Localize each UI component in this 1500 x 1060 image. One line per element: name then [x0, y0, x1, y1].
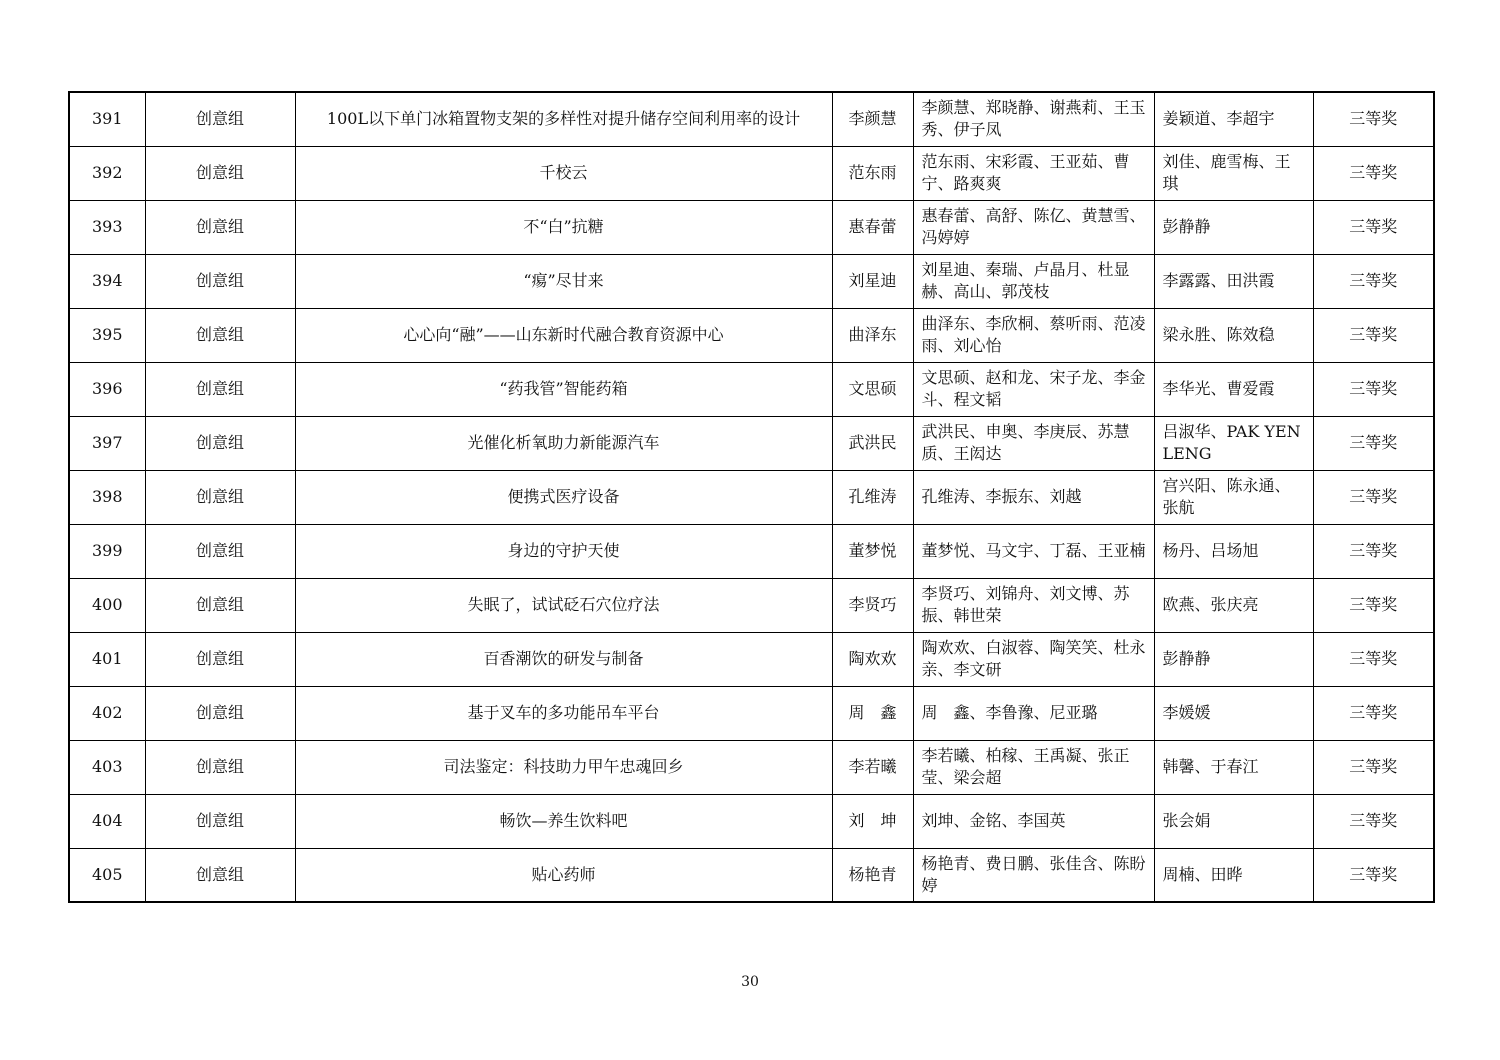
table-row — [69, 254, 1434, 308]
cell-members: 周 鑫、李鲁豫、尼亚璐 — [913, 686, 1154, 740]
cell-project-title: 畅饮—养生饮料吧 — [295, 794, 832, 848]
table-row — [69, 416, 1434, 470]
cell-group: 创意组 — [145, 632, 295, 686]
cell-award: 三等奖 — [1313, 146, 1434, 200]
cell-advisors: 周楠、田晔 — [1154, 848, 1313, 902]
cell-award: 三等奖 — [1313, 686, 1434, 740]
cell-project-title: “药我管”智能药箱 — [295, 362, 832, 416]
cell-group: 创意组 — [145, 362, 295, 416]
cell-leader: 董梦悦 — [832, 524, 913, 578]
cell-number: 401 — [69, 632, 145, 686]
cell-group: 创意组 — [145, 794, 295, 848]
cell-leader: 孔维涛 — [832, 470, 913, 524]
cell-number: 396 — [69, 362, 145, 416]
table-row — [69, 848, 1434, 902]
awards-table-body — [69, 92, 1434, 902]
cell-leader: 文思硕 — [832, 362, 913, 416]
cell-members: 陶欢欢、白淑蓉、陶笑笑、杜永亲、李文研 — [913, 632, 1154, 686]
cell-project-title: 不“白”抗糖 — [295, 200, 832, 254]
cell-project-title: 百香潮饮的研发与制备 — [295, 632, 832, 686]
cell-number: 391 — [69, 92, 145, 146]
cell-project-title: 司法鉴定：科技助力甲午忠魂回乡 — [295, 740, 832, 794]
cell-members: 李颜慧、郑晓静、谢燕莉、王玉秀、伊子凤 — [913, 92, 1154, 146]
cell-leader: 刘 坤 — [832, 794, 913, 848]
cell-group: 创意组 — [145, 308, 295, 362]
cell-project-title: 失眠了，试试砭石穴位疗法 — [295, 578, 832, 632]
cell-number: 404 — [69, 794, 145, 848]
cell-project-title: 100L以下单门冰箱置物支架的多样性对提升储存空间利用率的设计 — [295, 92, 832, 146]
cell-project-title: 基于叉车的多功能吊车平台 — [295, 686, 832, 740]
cell-award: 三等奖 — [1313, 470, 1434, 524]
table-row — [69, 362, 1434, 416]
table-row — [69, 308, 1434, 362]
cell-advisors: 梁永胜、陈效稳 — [1154, 308, 1313, 362]
cell-advisors: 欧燕、张庆亮 — [1154, 578, 1313, 632]
cell-group: 创意组 — [145, 416, 295, 470]
cell-group: 创意组 — [145, 578, 295, 632]
cell-advisors: 李华光、曹爱霞 — [1154, 362, 1313, 416]
cell-advisors: 宫兴阳、陈永通、张航 — [1154, 470, 1313, 524]
table-row — [69, 524, 1434, 578]
cell-advisors: 张会娟 — [1154, 794, 1313, 848]
cell-award: 三等奖 — [1313, 308, 1434, 362]
cell-number: 393 — [69, 200, 145, 254]
cell-award: 三等奖 — [1313, 848, 1434, 902]
cell-members: 惠春蕾、高舒、陈亿、黄慧雪、冯婷婷 — [913, 200, 1154, 254]
cell-award: 三等奖 — [1313, 632, 1434, 686]
table-row — [69, 92, 1434, 146]
cell-leader: 武洪民 — [832, 416, 913, 470]
cell-members: 杨艳青、费日鹏、张佳含、陈盼婷 — [913, 848, 1154, 902]
table-row — [69, 740, 1434, 794]
cell-members: 孔维涛、李振东、刘越 — [913, 470, 1154, 524]
cell-group: 创意组 — [145, 524, 295, 578]
cell-award: 三等奖 — [1313, 794, 1434, 848]
cell-leader: 曲泽东 — [832, 308, 913, 362]
cell-number: 395 — [69, 308, 145, 362]
table-row — [69, 578, 1434, 632]
cell-leader: 周 鑫 — [832, 686, 913, 740]
cell-group: 创意组 — [145, 470, 295, 524]
awards-table — [68, 91, 1435, 903]
cell-project-title: “痬”尽甘来 — [295, 254, 832, 308]
cell-members: 曲泽东、李欣桐、蔡听雨、范凌雨、刘心怡 — [913, 308, 1154, 362]
cell-group: 创意组 — [145, 848, 295, 902]
table-row — [69, 686, 1434, 740]
cell-number: 394 — [69, 254, 145, 308]
cell-advisors: 韩馨、于春江 — [1154, 740, 1313, 794]
cell-number: 392 — [69, 146, 145, 200]
cell-award: 三等奖 — [1313, 92, 1434, 146]
cell-advisors: 吕淑华、PAK YEN LENG — [1154, 416, 1313, 470]
cell-members: 范东雨、宋彩霞、王亚茹、曹宁、路爽爽 — [913, 146, 1154, 200]
cell-project-title: 便携式医疗设备 — [295, 470, 832, 524]
cell-project-title: 贴心药师 — [295, 848, 832, 902]
cell-leader: 惠春蕾 — [832, 200, 913, 254]
cell-group: 创意组 — [145, 92, 295, 146]
cell-group: 创意组 — [145, 686, 295, 740]
cell-leader: 李若曦 — [832, 740, 913, 794]
cell-members: 文思硕、赵和龙、宋子龙、李金斗、程文韬 — [913, 362, 1154, 416]
cell-number: 397 — [69, 416, 145, 470]
cell-leader: 李贤巧 — [832, 578, 913, 632]
cell-award: 三等奖 — [1313, 578, 1434, 632]
cell-number: 400 — [69, 578, 145, 632]
cell-award: 三等奖 — [1313, 416, 1434, 470]
cell-members: 刘坤、金铭、李国英 — [913, 794, 1154, 848]
cell-award: 三等奖 — [1313, 740, 1434, 794]
table-row — [69, 200, 1434, 254]
cell-advisors: 李露露、田洪霞 — [1154, 254, 1313, 308]
cell-group: 创意组 — [145, 740, 295, 794]
table-row — [69, 146, 1434, 200]
cell-advisors: 杨丹、吕场旭 — [1154, 524, 1313, 578]
cell-group: 创意组 — [145, 254, 295, 308]
page-number: 30 — [741, 974, 759, 990]
cell-advisors: 彭静静 — [1154, 200, 1313, 254]
cell-members: 李若曦、柏稼、王禹凝、张正莹、梁会超 — [913, 740, 1154, 794]
cell-award: 三等奖 — [1313, 362, 1434, 416]
cell-number: 405 — [69, 848, 145, 902]
cell-project-title: 光催化析氧助力新能源汽车 — [295, 416, 832, 470]
cell-advisors: 刘佳、鹿雪梅、王琪 — [1154, 146, 1313, 200]
cell-advisors: 姜颖道、李超宇 — [1154, 92, 1313, 146]
cell-group: 创意组 — [145, 200, 295, 254]
cell-members: 董梦悦、马文宇、丁磊、王亚楠 — [913, 524, 1154, 578]
cell-award: 三等奖 — [1313, 524, 1434, 578]
cell-members: 刘星迪、秦瑞、卢晶月、杜显赫、高山、郭茂枝 — [913, 254, 1154, 308]
table-row — [69, 794, 1434, 848]
cell-advisors: 李媛媛 — [1154, 686, 1313, 740]
cell-project-title: 身边的守护天使 — [295, 524, 832, 578]
table-row — [69, 470, 1434, 524]
cell-project-title: 心心向“融”——山东新时代融合教育资源中心 — [295, 308, 832, 362]
cell-leader: 刘星迪 — [832, 254, 913, 308]
table-row — [69, 632, 1434, 686]
cell-leader: 范东雨 — [832, 146, 913, 200]
cell-award: 三等奖 — [1313, 200, 1434, 254]
cell-leader: 李颜慧 — [832, 92, 913, 146]
cell-advisors: 彭静静 — [1154, 632, 1313, 686]
cell-number: 398 — [69, 470, 145, 524]
cell-members: 李贤巧、刘锦舟、刘文博、苏振、韩世荣 — [913, 578, 1154, 632]
cell-leader: 杨艳青 — [832, 848, 913, 902]
cell-members: 武洪民、申奥、李庚辰、苏慧质、王闳达 — [913, 416, 1154, 470]
cell-leader: 陶欢欢 — [832, 632, 913, 686]
cell-award: 三等奖 — [1313, 254, 1434, 308]
cell-number: 399 — [69, 524, 145, 578]
cell-number: 402 — [69, 686, 145, 740]
cell-project-title: 千校云 — [295, 146, 832, 200]
cell-number: 403 — [69, 740, 145, 794]
cell-group: 创意组 — [145, 146, 295, 200]
